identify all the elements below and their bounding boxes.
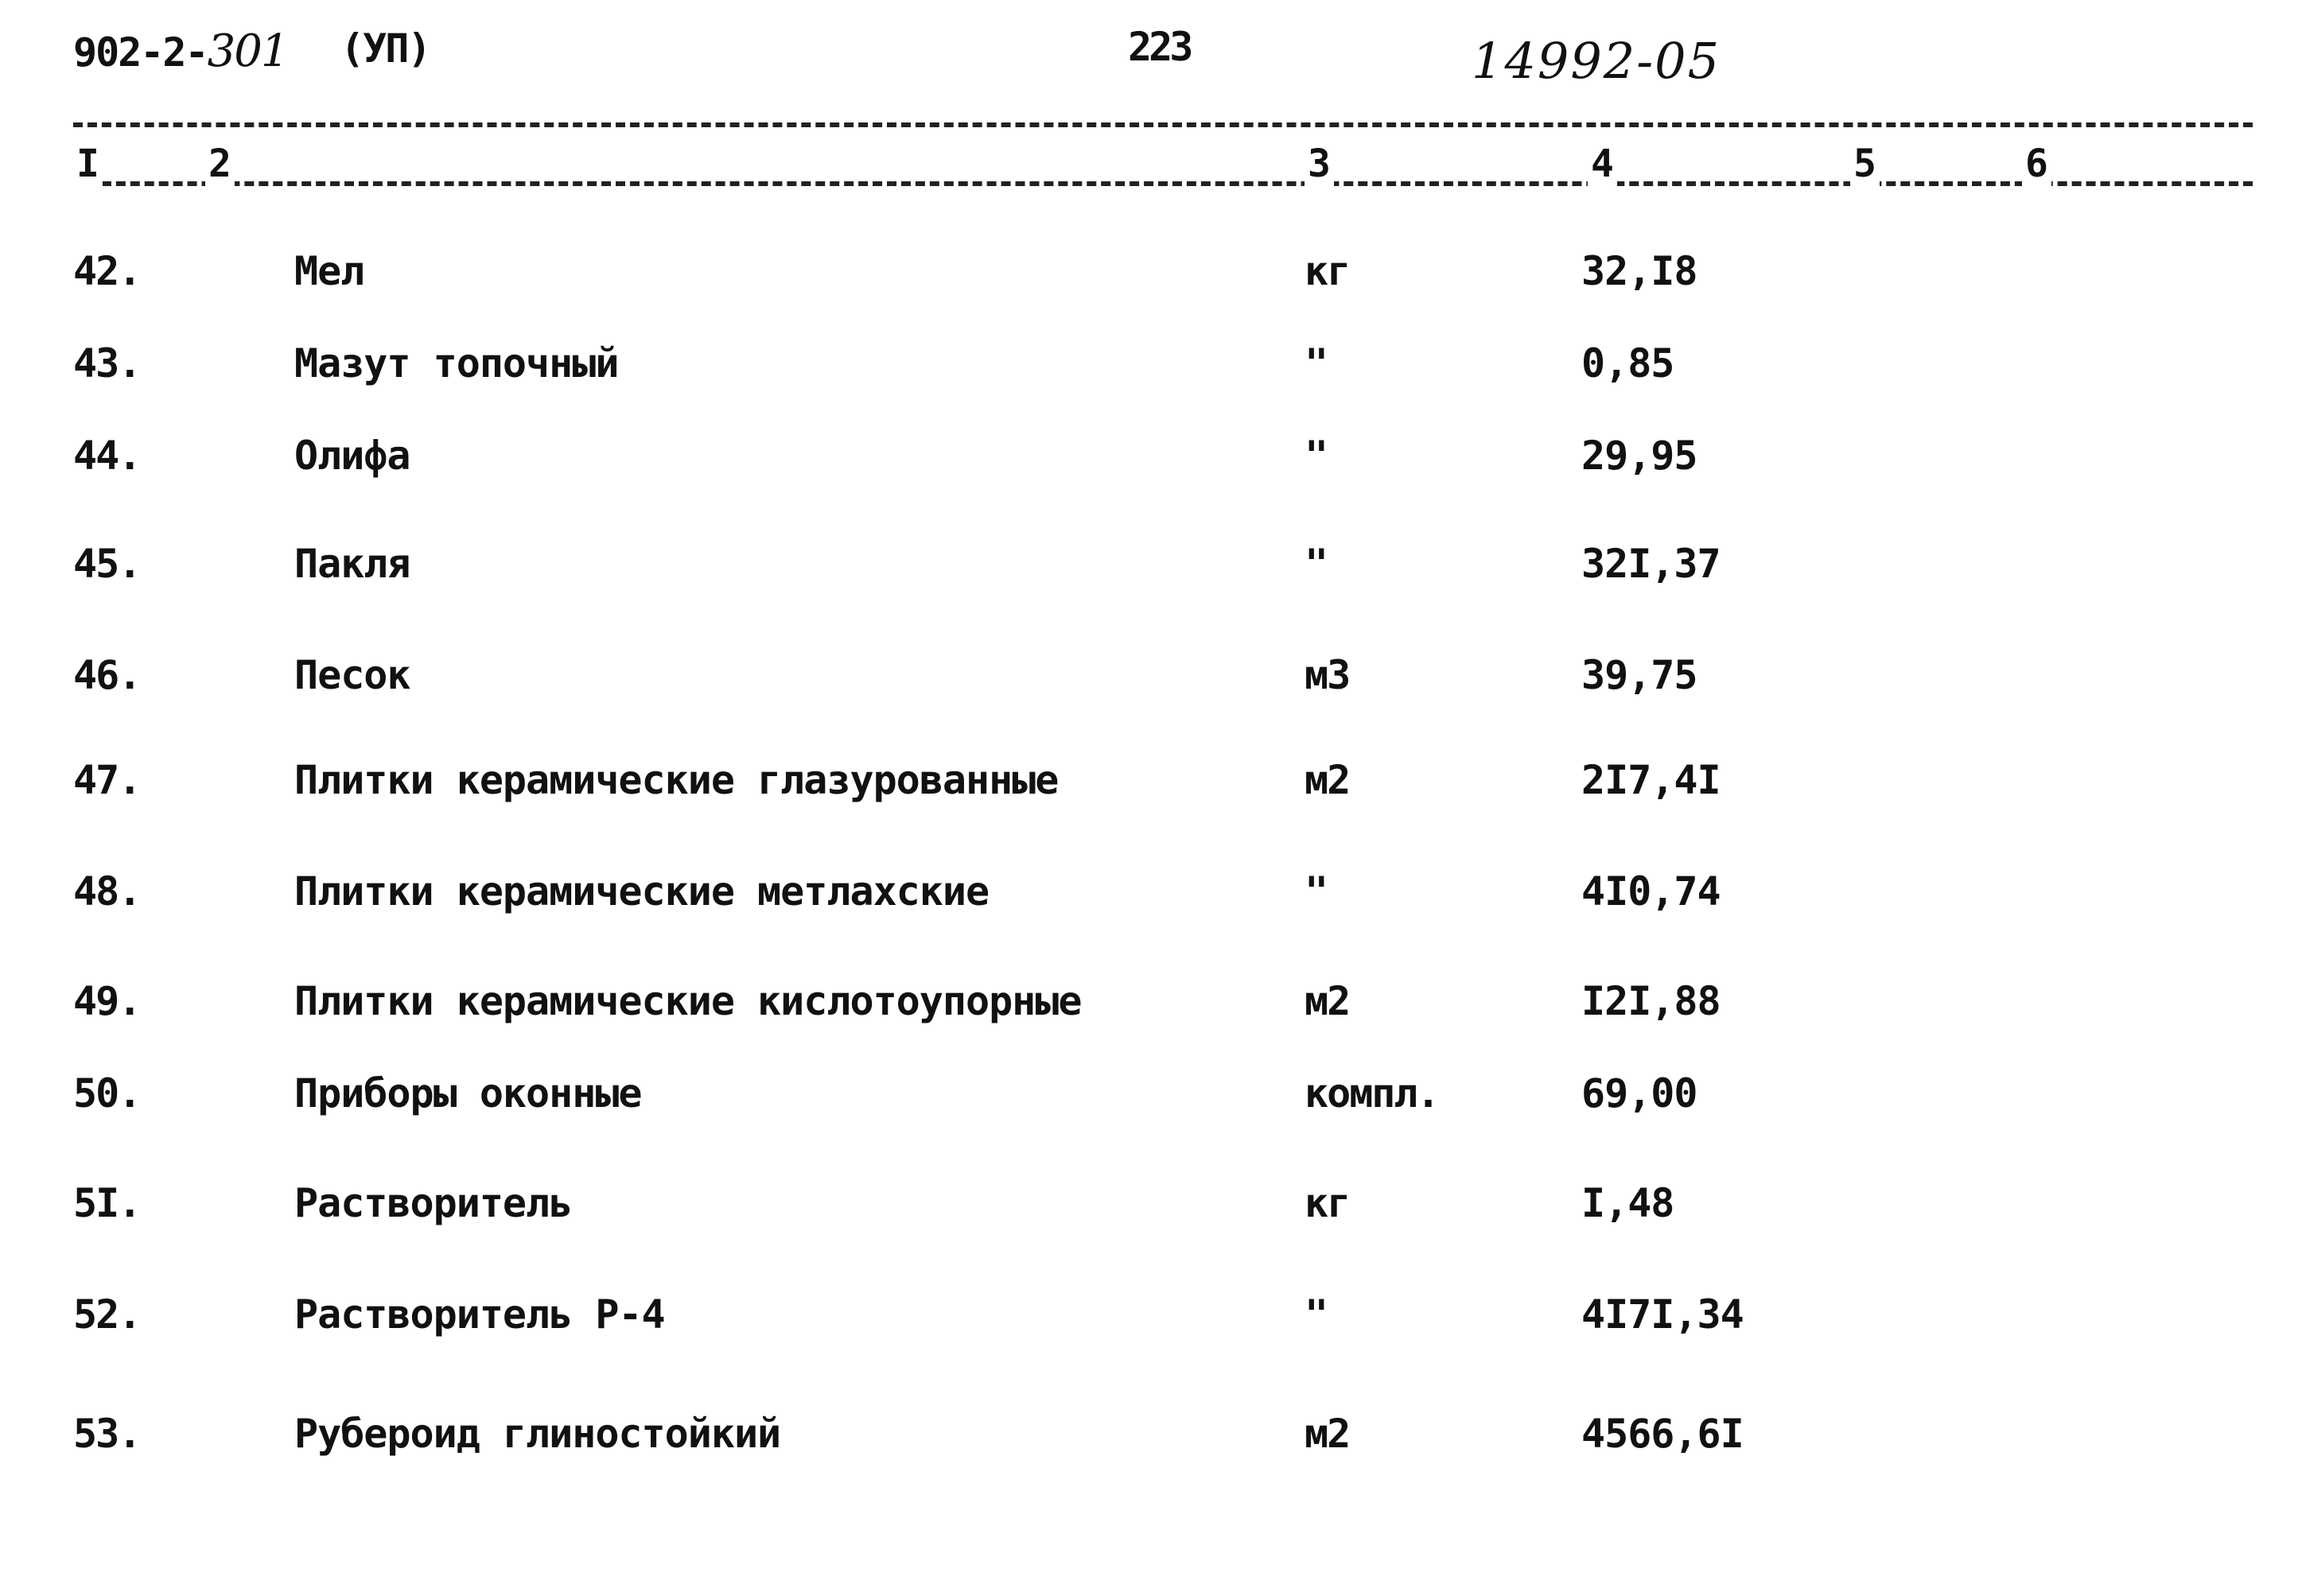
column-number-1: I xyxy=(73,142,103,186)
row-unit: " xyxy=(1305,340,1328,386)
column-number-5: 5 xyxy=(1850,142,1880,186)
row-material: Растворитель Р-4 xyxy=(294,1291,665,1338)
row-quantity: 4566,6I xyxy=(1581,1411,1744,1457)
page-number: 223 xyxy=(1128,24,1191,70)
row-number: 50. xyxy=(73,1070,141,1116)
row-material: Песок xyxy=(294,652,410,698)
row-number: 46. xyxy=(73,652,141,698)
column-number-4: 4 xyxy=(1588,142,1617,186)
row-quantity: 69,00 xyxy=(1581,1070,1697,1116)
row-quantity: 32I,37 xyxy=(1581,541,1721,587)
row-material: Плитки керамические метлахские xyxy=(294,868,990,914)
row-material: Мел xyxy=(294,248,364,294)
row-quantity: 4I0,74 xyxy=(1581,868,1721,914)
row-unit: " xyxy=(1305,541,1328,587)
row-unit: м2 xyxy=(1305,1411,1350,1457)
row-number: 49. xyxy=(73,978,141,1024)
row-material: Плитки керамические кислотоупорные xyxy=(294,978,1082,1024)
project-variant: (УП) xyxy=(340,25,430,72)
row-quantity: 39,75 xyxy=(1581,652,1697,698)
row-quantity: 29,95 xyxy=(1581,433,1697,479)
project-code-handwritten: 301 xyxy=(207,25,288,77)
row-unit: " xyxy=(1305,433,1328,479)
row-unit: компл. xyxy=(1305,1070,1439,1116)
top-dashed-rule xyxy=(73,122,2253,127)
row-unit: кг xyxy=(1305,1180,1350,1226)
row-quantity: 2I7,4I xyxy=(1581,757,1721,803)
document-number: 14992-05 xyxy=(1472,32,1721,90)
column-number-6: 6 xyxy=(2022,142,2051,186)
row-unit: " xyxy=(1305,868,1328,914)
row-number: 42. xyxy=(73,248,141,294)
row-material: Плитки керамические глазурованные xyxy=(294,757,1059,803)
row-quantity: I2I,88 xyxy=(1581,978,1721,1024)
row-number: 5I. xyxy=(73,1180,141,1226)
row-number: 44. xyxy=(73,433,141,479)
row-unit: кг xyxy=(1305,248,1350,294)
column-number-2: 2 xyxy=(205,142,235,186)
row-number: 52. xyxy=(73,1291,141,1338)
row-number: 45. xyxy=(73,541,141,587)
row-quantity: I,48 xyxy=(1581,1180,1674,1226)
row-unit: " xyxy=(1305,1291,1328,1338)
column-number-3: 3 xyxy=(1305,142,1334,186)
row-material: Мазут топочный xyxy=(294,340,619,386)
project-code-prefix: 902-2- xyxy=(73,29,208,76)
row-material: Олифа xyxy=(294,433,410,479)
row-material: Растворитель xyxy=(294,1180,573,1226)
row-number: 53. xyxy=(73,1411,141,1457)
row-unit: м3 xyxy=(1305,652,1350,698)
row-number: 43. xyxy=(73,340,141,386)
row-quantity: 0,85 xyxy=(1581,340,1674,386)
row-material: Приборы оконные xyxy=(294,1070,642,1116)
project-code xyxy=(73,25,288,77)
column-dashed-rule xyxy=(73,181,2253,186)
row-quantity: 4I7I,34 xyxy=(1581,1291,1744,1338)
row-material: Пакля xyxy=(294,541,410,587)
row-quantity: 32,I8 xyxy=(1581,248,1697,294)
row-unit: м2 xyxy=(1305,757,1350,803)
row-number: 47. xyxy=(73,757,141,803)
row-number: 48. xyxy=(73,868,141,914)
row-material: Рубероид глиностойкий xyxy=(294,1411,781,1457)
row-unit: м2 xyxy=(1305,978,1350,1024)
